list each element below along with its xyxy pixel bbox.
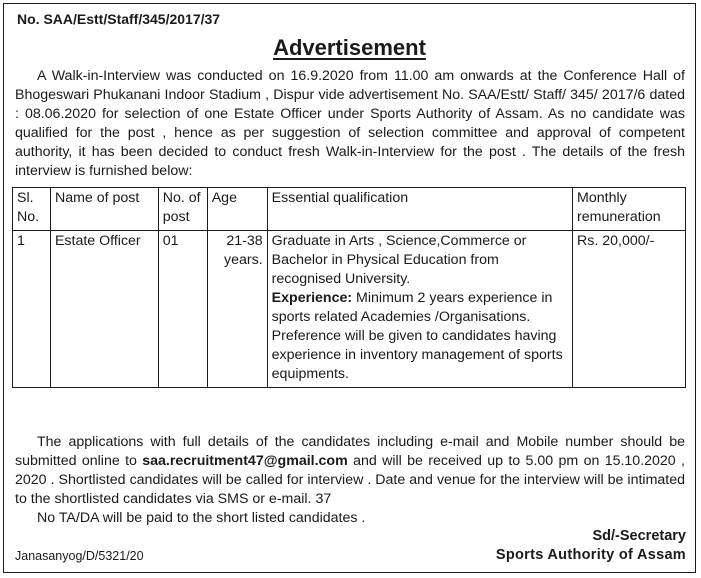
table-header-row: [13, 188, 686, 231]
application-email: saa.recruitment47@gmail.com: [142, 453, 348, 469]
details-table: [12, 187, 686, 388]
cell-no: 01: [158, 231, 207, 388]
header-qualification: Essential qualification: [267, 188, 572, 231]
experience-text: Minimum 2 years experience in sports related Academies /Organisations. Preference will be given to candidates having experience in inventory management of sports equipments.: [271, 290, 563, 382]
cell-qualification: [267, 231, 572, 388]
publication-code: Janasanyog/D/5321/20: [15, 549, 144, 563]
header-no: No. of post: [158, 188, 207, 231]
organization-name: Sports Authority of Assam: [495, 547, 686, 563]
page-title: Advertisement: [273, 35, 426, 60]
cell-post: Estate Officer: [50, 231, 158, 388]
reference-number: No. SAA/Estt/Staff/345/2017/37: [17, 11, 221, 27]
application-text-after: and will be received up to 5.00 pm on 15.10.2020 , 2020 . Shortlisted candidates will be called for interview . Date and venue for the interview will be intimated to the shortlisted candidates via SMS or e-mail. 37: [15, 453, 685, 507]
header-age: Age: [207, 188, 267, 231]
header-post: Name of post: [50, 188, 158, 231]
signature: Sd/-Secretary: [592, 528, 686, 544]
header-remuneration: Monthly remuneration: [573, 188, 686, 231]
application-paragraph: [15, 433, 685, 509]
experience-label: Experience:: [271, 290, 353, 306]
ta-da-note: No TA/DA will be paid to the short listed candidates .: [37, 510, 366, 526]
qualification-text: Graduate in Arts , Science,Commerce or Bachelor in Physical Education from recognised University.: [271, 233, 527, 287]
cell-sl: 1: [13, 231, 51, 388]
table-row: [13, 231, 686, 388]
cell-age: 21-38 years.: [207, 231, 267, 388]
advertisement-page: [3, 3, 696, 573]
intro-paragraph: A Walk-in-Interview was conducted on 16.9.2020 from 11.00 am onwards at the Conference Hall of Bhogeswari Phukanani Indoor Stadium , Dispur vide advertisement No. SAA/Estt/ Staff/ 345/ 2017/6 dated : 08.06.2020 for selection of one Estate Officer under Sports Authority of Assam. As no candidate was qualified for the post , hence as per suggestion of selection committee and approval of competent authority, it has been decided to conduct fresh Walk-in-Interview for the post . The details of the fresh interview is furnished below:: [15, 68, 685, 179]
application-text-before: The applications with full details of the candidates including e-mail and Mobile number should be submitted online to: [15, 434, 685, 469]
header-sl: Sl. No.: [13, 188, 51, 231]
cell-remuneration: Rs. 20,000/-: [573, 231, 686, 388]
